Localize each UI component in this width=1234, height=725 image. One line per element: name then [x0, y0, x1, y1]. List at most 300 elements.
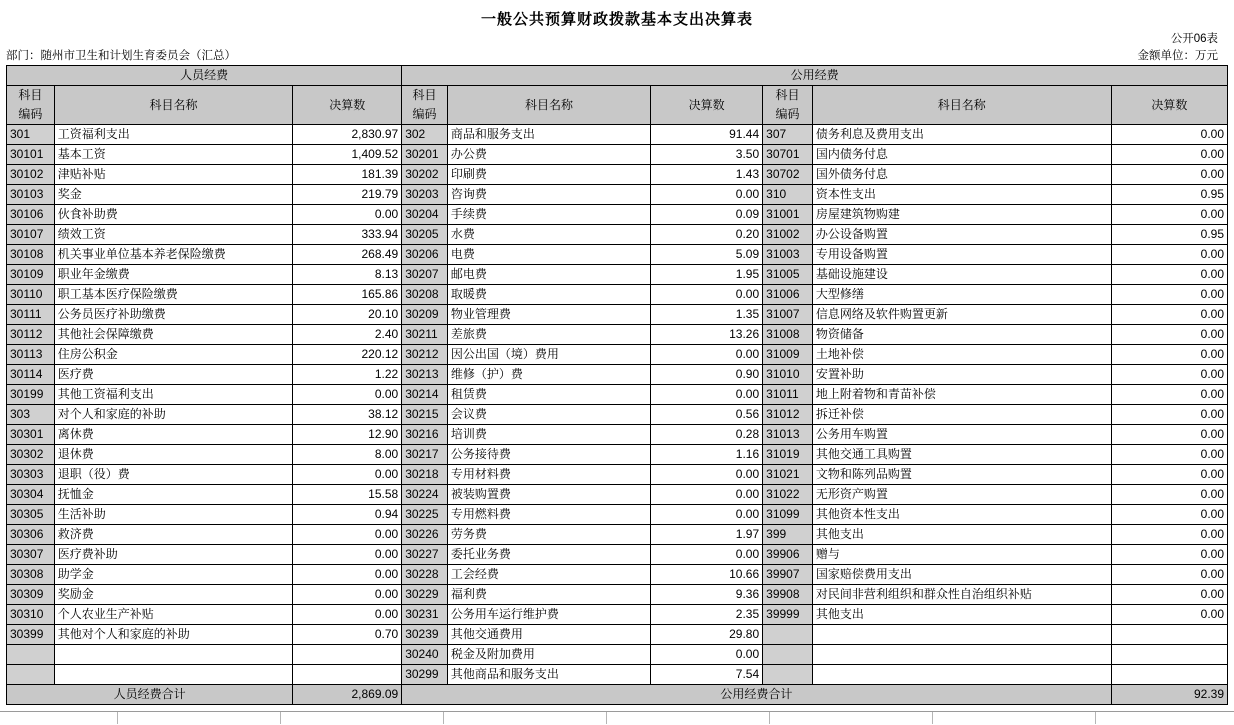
total-label-personnel: 人员经费合计 — [7, 685, 293, 705]
cell-name-personnel: 退休费 — [54, 445, 293, 465]
table-row — [7, 385, 1228, 405]
cell-amount-public-b: 0.00 — [1111, 205, 1227, 225]
cell-code-personnel — [7, 645, 55, 665]
cell-amount-public-b: 0.00 — [1111, 345, 1227, 365]
cell-code-public-a: 30206 — [402, 245, 448, 265]
cell-name-personnel: 公务员医疗补助缴费 — [54, 305, 293, 325]
cell-name-public-b: 对民间非营利组织和群众性自治组织补贴 — [812, 585, 1111, 605]
cell-name-public-a: 专用燃料费 — [447, 505, 650, 525]
cell-code-personnel: 30108 — [7, 245, 55, 265]
cell-code-personnel: 30399 — [7, 625, 55, 645]
total-value-public: 92.39 — [1111, 685, 1227, 705]
cell-name-public-b: 其他支出 — [812, 605, 1111, 625]
cell-code-personnel: 30306 — [7, 525, 55, 545]
cell-code-public-b — [763, 625, 813, 645]
table-row — [7, 225, 1228, 245]
cell-amount-personnel: 20.10 — [293, 305, 402, 325]
cell-code-personnel: 30302 — [7, 445, 55, 465]
cell-code-personnel: 30309 — [7, 585, 55, 605]
cell-code-public-a: 30204 — [402, 205, 448, 225]
cell-code-personnel: 30114 — [7, 365, 55, 385]
cell-name-public-a: 公务接待费 — [447, 445, 650, 465]
cell-amount-personnel: 1.22 — [293, 365, 402, 385]
cell-name-personnel: 抚恤金 — [54, 485, 293, 505]
cell-amount-public-b: 0.00 — [1111, 425, 1227, 445]
table-row — [7, 665, 1228, 685]
cell-code-public-b: 310 — [763, 185, 813, 205]
cell-amount-public-a: 1.95 — [651, 265, 763, 285]
cell-amount-public-a: 0.00 — [651, 545, 763, 565]
cell-code-personnel: 30112 — [7, 325, 55, 345]
cell-name-personnel: 绩效工资 — [54, 225, 293, 245]
cell-amount-public-a: 0.00 — [651, 185, 763, 205]
cell-code-personnel: 30111 — [7, 305, 55, 325]
cell-name-personnel: 个人农业生产补贴 — [54, 605, 293, 625]
cell-name-public-b: 其他资本性支出 — [812, 505, 1111, 525]
cell-amount-public-b: 0.00 — [1111, 465, 1227, 485]
table-row — [7, 605, 1228, 625]
col-header-name-1: 科目名称 — [54, 86, 293, 125]
table-row — [7, 485, 1228, 505]
cell-code-public-a: 30224 — [402, 485, 448, 505]
cell-name-personnel: 住房公积金 — [54, 345, 293, 365]
cell-amount-public-b: 0.00 — [1111, 445, 1227, 465]
table-row — [7, 525, 1228, 545]
cell-code-public-b: 39999 — [763, 605, 813, 625]
cell-code-public-b: 39906 — [763, 545, 813, 565]
cell-code-public-a: 30209 — [402, 305, 448, 325]
table-row — [7, 205, 1228, 225]
cell-code-personnel: 301 — [7, 125, 55, 145]
cell-code-public-b: 31011 — [763, 385, 813, 405]
cell-name-public-a: 税金及附加费用 — [447, 645, 650, 665]
cell-amount-personnel: 181.39 — [293, 165, 402, 185]
table-row — [7, 145, 1228, 165]
cell-code-public-b: 31002 — [763, 225, 813, 245]
cell-amount-public-a: 0.28 — [651, 425, 763, 445]
cell-amount-public-b: 0.00 — [1111, 585, 1227, 605]
col-header-name-3: 科目名称 — [812, 86, 1111, 125]
cell-amount-public-a: 0.20 — [651, 225, 763, 245]
cell-name-personnel: 救济费 — [54, 525, 293, 545]
cell-code-public-b: 31006 — [763, 285, 813, 305]
cell-name-personnel: 医疗费 — [54, 365, 293, 385]
cell-amount-personnel: 333.94 — [293, 225, 402, 245]
cell-amount-personnel: 0.00 — [293, 385, 402, 405]
cell-amount-public-b: 0.00 — [1111, 565, 1227, 585]
cell-name-personnel: 对个人和家庭的补助 — [54, 405, 293, 425]
cell-name-public-a: 福利费 — [447, 585, 650, 605]
cell-amount-public-a: 2.35 — [651, 605, 763, 625]
cell-code-personnel: 30107 — [7, 225, 55, 245]
cell-amount-public-b: 0.00 — [1111, 125, 1227, 145]
cell-amount-public-a: 7.54 — [651, 665, 763, 685]
department-label: 部门：随州市卫生和计划生育委员会（汇总） — [6, 50, 236, 62]
cell-code-personnel: 30303 — [7, 465, 55, 485]
cell-amount-public-a: 1.35 — [651, 305, 763, 325]
cell-name-personnel: 基本工资 — [54, 145, 293, 165]
cell-code-public-a: 30229 — [402, 585, 448, 605]
cell-amount-personnel: 8.13 — [293, 265, 402, 285]
cell-amount-public-a: 0.00 — [651, 505, 763, 525]
cell-code-personnel: 303 — [7, 405, 55, 425]
cell-code-public-a: 30228 — [402, 565, 448, 585]
meta-row — [0, 47, 1234, 65]
col-header-code-3-line2: 编码 — [775, 107, 800, 121]
col-header-code-1 — [7, 86, 55, 125]
cell-name-public-b: 其他交通工具购置 — [812, 445, 1111, 465]
cell-name-public-b: 安置补助 — [812, 365, 1111, 385]
cell-name-public-b: 无形资产购置 — [812, 485, 1111, 505]
cell-amount-public-b: 0.00 — [1111, 605, 1227, 625]
cell-code-public-b: 31019 — [763, 445, 813, 465]
cell-amount-public-b: 0.00 — [1111, 505, 1227, 525]
cell-name-personnel: 工资福利支出 — [54, 125, 293, 145]
col-header-amount-1: 决算数 — [293, 86, 402, 125]
cell-name-personnel: 其他社会保障缴费 — [54, 325, 293, 345]
cell-name-public-b: 国家赔偿费用支出 — [812, 565, 1111, 585]
cell-name-public-a: 被装购置费 — [447, 485, 650, 505]
cell-code-public-a: 30239 — [402, 625, 448, 645]
cell-name-public-b — [812, 645, 1111, 665]
cell-amount-personnel: 12.90 — [293, 425, 402, 445]
cell-name-public-a: 差旅费 — [447, 325, 650, 345]
cell-amount-public-b: 0.00 — [1111, 525, 1227, 545]
cell-name-public-a: 手续费 — [447, 205, 650, 225]
cell-name-personnel: 医疗费补助 — [54, 545, 293, 565]
cell-name-public-b: 大型修缮 — [812, 285, 1111, 305]
cell-name-public-a: 委托业务费 — [447, 545, 650, 565]
cell-code-personnel: 30113 — [7, 345, 55, 365]
col-header-code-2 — [402, 86, 448, 125]
cell-name-public-a: 因公出国（境）费用 — [447, 345, 650, 365]
cell-code-public-b: 39908 — [763, 585, 813, 605]
cell-amount-personnel: 165.86 — [293, 285, 402, 305]
table-column-header-row — [7, 86, 1228, 125]
cell-amount-public-b: 0.00 — [1111, 485, 1227, 505]
cell-code-public-a: 30240 — [402, 645, 448, 665]
cell-amount-public-b — [1111, 665, 1227, 685]
cell-name-public-b: 拆迁补偿 — [812, 405, 1111, 425]
cell-amount-personnel: 15.58 — [293, 485, 402, 505]
cell-name-public-b: 房屋建筑物购建 — [812, 205, 1111, 225]
cell-code-public-a: 30226 — [402, 525, 448, 545]
cell-name-public-a: 商品和服务支出 — [447, 125, 650, 145]
cell-name-personnel: 奖金 — [54, 185, 293, 205]
cell-name-public-a: 电费 — [447, 245, 650, 265]
cell-amount-personnel: 0.00 — [293, 565, 402, 585]
cell-amount-public-a: 0.00 — [651, 485, 763, 505]
cell-amount-public-b: 0.95 — [1111, 225, 1227, 245]
col-header-code-3 — [763, 86, 813, 125]
cell-name-public-b: 资本性支出 — [812, 185, 1111, 205]
cell-amount-public-b: 0.00 — [1111, 405, 1227, 425]
cell-amount-public-a: 0.00 — [651, 345, 763, 365]
cell-code-public-a: 30231 — [402, 605, 448, 625]
cell-name-public-a: 咨询费 — [447, 185, 650, 205]
cell-name-public-b: 公务用车购置 — [812, 425, 1111, 445]
cell-name-personnel: 机关事业单位基本养老保险缴费 — [54, 245, 293, 265]
table-row — [7, 545, 1228, 565]
cell-amount-public-b: 0.00 — [1111, 285, 1227, 305]
budget-table — [6, 65, 1228, 705]
cell-code-public-a: 30218 — [402, 465, 448, 485]
cell-name-public-b: 赠与 — [812, 545, 1111, 565]
cell-code-personnel: 30308 — [7, 565, 55, 585]
cell-amount-public-b — [1111, 645, 1227, 665]
cell-amount-public-a: 0.90 — [651, 365, 763, 385]
cell-amount-public-b: 0.00 — [1111, 265, 1227, 285]
cell-code-personnel: 30101 — [7, 145, 55, 165]
cell-amount-personnel: 0.00 — [293, 205, 402, 225]
table-row — [7, 365, 1228, 385]
col-header-code-2-line1: 科目 — [412, 88, 437, 102]
cell-name-public-b: 专用设备购置 — [812, 245, 1111, 265]
cell-code-personnel: 30310 — [7, 605, 55, 625]
cell-amount-public-a: 0.00 — [651, 645, 763, 665]
table-total-row — [7, 685, 1228, 705]
cell-code-personnel: 30199 — [7, 385, 55, 405]
cell-name-public-a: 专用材料费 — [447, 465, 650, 485]
cell-amount-personnel: 0.00 — [293, 605, 402, 625]
cell-amount-public-a: 1.43 — [651, 165, 763, 185]
cell-name-public-a: 公务用车运行维护费 — [447, 605, 650, 625]
table-row — [7, 585, 1228, 605]
cell-code-public-a: 30205 — [402, 225, 448, 245]
cell-code-personnel: 30102 — [7, 165, 55, 185]
cell-name-public-a: 物业管理费 — [447, 305, 650, 325]
cell-name-public-a: 邮电费 — [447, 265, 650, 285]
cell-name-personnel: 津贴补贴 — [54, 165, 293, 185]
cell-name-public-b: 物资储备 — [812, 325, 1111, 345]
cell-name-public-b: 基础设施建设 — [812, 265, 1111, 285]
cell-amount-public-a: 1.97 — [651, 525, 763, 545]
cell-name-personnel: 其他对个人和家庭的补助 — [54, 625, 293, 645]
cell-amount-personnel: 0.70 — [293, 625, 402, 645]
cell-name-personnel: 生活补助 — [54, 505, 293, 525]
cell-code-public-b: 31099 — [763, 505, 813, 525]
cell-code-public-a: 30212 — [402, 345, 448, 365]
cell-code-public-b: 31013 — [763, 425, 813, 445]
cell-code-public-b: 30701 — [763, 145, 813, 165]
table-row — [7, 125, 1228, 145]
cell-amount-public-b: 0.00 — [1111, 545, 1227, 565]
cell-amount-public-a: 0.00 — [651, 465, 763, 485]
cell-code-public-b: 31010 — [763, 365, 813, 385]
cell-code-public-b: 31021 — [763, 465, 813, 485]
cell-name-public-b: 债务利息及费用支出 — [812, 125, 1111, 145]
cell-code-public-a: 30201 — [402, 145, 448, 165]
cell-code-public-b: 31005 — [763, 265, 813, 285]
cell-code-public-b: 31022 — [763, 485, 813, 505]
cell-name-personnel: 其他工资福利支出 — [54, 385, 293, 405]
cell-name-personnel: 助学金 — [54, 565, 293, 585]
cell-name-public-a: 印刷费 — [447, 165, 650, 185]
cell-amount-public-a: 9.36 — [651, 585, 763, 605]
table-row — [7, 345, 1228, 365]
col-header-name-2: 科目名称 — [447, 86, 650, 125]
cell-amount-public-a: 5.09 — [651, 245, 763, 265]
cell-amount-public-b: 0.95 — [1111, 185, 1227, 205]
cell-amount-personnel — [293, 645, 402, 665]
cell-code-public-a: 30215 — [402, 405, 448, 425]
cell-amount-public-b: 0.00 — [1111, 385, 1227, 405]
cell-code-public-b: 31009 — [763, 345, 813, 365]
cell-amount-public-a: 10.66 — [651, 565, 763, 585]
amount-unit-label: 金额单位：万元 — [1137, 50, 1218, 62]
cell-code-public-a: 30203 — [402, 185, 448, 205]
cell-amount-public-b: 0.00 — [1111, 245, 1227, 265]
table-body — [7, 125, 1228, 685]
cell-code-public-a: 30208 — [402, 285, 448, 305]
cell-name-personnel — [54, 645, 293, 665]
cell-amount-personnel: 38.12 — [293, 405, 402, 425]
cell-amount-public-b: 0.00 — [1111, 365, 1227, 385]
cell-code-personnel: 30109 — [7, 265, 55, 285]
cell-code-personnel: 30110 — [7, 285, 55, 305]
cell-code-personnel: 30305 — [7, 505, 55, 525]
cell-name-public-a: 其他商品和服务支出 — [447, 665, 650, 685]
cell-name-public-a: 取暖费 — [447, 285, 650, 305]
cell-code-public-b: 31003 — [763, 245, 813, 265]
col-header-amount-2: 决算数 — [651, 86, 763, 125]
cell-code-public-a: 30202 — [402, 165, 448, 185]
cell-code-personnel: 30103 — [7, 185, 55, 205]
group-header-public: 公用经费 — [402, 66, 1228, 86]
cell-code-public-a: 30207 — [402, 265, 448, 285]
cell-amount-personnel: 2.40 — [293, 325, 402, 345]
cell-code-public-a: 30214 — [402, 385, 448, 405]
cell-name-public-b: 信息网络及软件购置更新 — [812, 305, 1111, 325]
cell-amount-public-a: 0.56 — [651, 405, 763, 425]
cell-amount-public-b: 0.00 — [1111, 165, 1227, 185]
cell-code-public-b: 31012 — [763, 405, 813, 425]
cell-name-public-b: 地上附着物和青苗补偿 — [812, 385, 1111, 405]
cell-amount-public-a: 1.16 — [651, 445, 763, 465]
cell-code-personnel: 30106 — [7, 205, 55, 225]
table-row — [7, 625, 1228, 645]
cell-code-public-b: 30702 — [763, 165, 813, 185]
cell-name-personnel: 离休费 — [54, 425, 293, 445]
cell-name-personnel: 职工基本医疗保险缴费 — [54, 285, 293, 305]
table-row — [7, 645, 1228, 665]
cell-name-public-b — [812, 665, 1111, 685]
cell-amount-personnel: 8.00 — [293, 445, 402, 465]
table-row — [7, 405, 1228, 425]
cell-amount-personnel: 0.00 — [293, 585, 402, 605]
cell-amount-public-a: 13.26 — [651, 325, 763, 345]
window-bottom-bar — [0, 711, 1234, 724]
form-number: 公开06表 — [1170, 33, 1218, 45]
cell-name-personnel: 职业年金缴费 — [54, 265, 293, 285]
cell-code-public-b — [763, 665, 813, 685]
total-value-personnel: 2,869.09 — [293, 685, 402, 705]
cell-amount-personnel: 219.79 — [293, 185, 402, 205]
table-row — [7, 165, 1228, 185]
table-row — [7, 265, 1228, 285]
cell-name-public-a: 办公费 — [447, 145, 650, 165]
cell-amount-personnel: 0.00 — [293, 545, 402, 565]
table-row — [7, 465, 1228, 485]
cell-code-public-a: 30299 — [402, 665, 448, 685]
cell-code-public-b: 31007 — [763, 305, 813, 325]
cell-amount-personnel: 1,409.52 — [293, 145, 402, 165]
col-header-amount-3: 决算数 — [1111, 86, 1227, 125]
col-header-code-2-line2: 编码 — [412, 107, 437, 121]
cell-name-public-a: 培训费 — [447, 425, 650, 445]
table-row — [7, 445, 1228, 465]
col-header-code-1-line1: 科目 — [18, 88, 43, 102]
page-title: 一般公共预算财政拨款基本支出决算表 — [480, 11, 753, 28]
cell-code-public-a: 30225 — [402, 505, 448, 525]
cell-code-public-a: 30217 — [402, 445, 448, 465]
table-group-header-row — [7, 66, 1228, 86]
cell-amount-personnel: 0.00 — [293, 465, 402, 485]
cell-name-public-b: 土地补偿 — [812, 345, 1111, 365]
cell-code-personnel: 30304 — [7, 485, 55, 505]
cell-name-public-a: 维修（护）费 — [447, 365, 650, 385]
cell-code-public-a: 30213 — [402, 365, 448, 385]
table-row — [7, 565, 1228, 585]
cell-amount-public-a: 0.09 — [651, 205, 763, 225]
cell-name-personnel: 退职（役）费 — [54, 465, 293, 485]
cell-code-public-a: 30216 — [402, 425, 448, 445]
cell-amount-public-a: 0.00 — [651, 385, 763, 405]
table-row — [7, 185, 1228, 205]
cell-amount-public-a: 3.50 — [651, 145, 763, 165]
cell-name-public-a: 劳务费 — [447, 525, 650, 545]
cell-name-public-a: 水费 — [447, 225, 650, 245]
cell-amount-personnel: 0.94 — [293, 505, 402, 525]
cell-code-public-b: 31008 — [763, 325, 813, 345]
cell-amount-personnel: 0.00 — [293, 525, 402, 545]
cell-code-public-a: 30211 — [402, 325, 448, 345]
cell-name-public-b: 办公设备购置 — [812, 225, 1111, 245]
table-row — [7, 285, 1228, 305]
cell-name-personnel — [54, 665, 293, 685]
cell-code-public-b — [763, 645, 813, 665]
cell-name-public-a: 其他交通费用 — [447, 625, 650, 645]
table-row — [7, 245, 1228, 265]
cell-name-public-b: 国外债务付息 — [812, 165, 1111, 185]
cell-amount-personnel: 268.49 — [293, 245, 402, 265]
col-header-code-1-line2: 编码 — [18, 107, 43, 121]
cell-name-public-a: 租赁费 — [447, 385, 650, 405]
table-row — [7, 505, 1228, 525]
cell-code-public-a: 30227 — [402, 545, 448, 565]
table-row — [7, 325, 1228, 345]
cell-code-public-b: 31001 — [763, 205, 813, 225]
cell-code-personnel: 30307 — [7, 545, 55, 565]
cell-name-personnel: 奖励金 — [54, 585, 293, 605]
cell-amount-public-a: 91.44 — [651, 125, 763, 145]
cell-code-personnel — [7, 665, 55, 685]
table-row — [7, 305, 1228, 325]
cell-name-public-a: 会议费 — [447, 405, 650, 425]
col-header-code-3-line1: 科目 — [775, 88, 800, 102]
cell-code-personnel: 30301 — [7, 425, 55, 445]
cell-code-public-b: 39907 — [763, 565, 813, 585]
table-row — [7, 425, 1228, 445]
group-header-personnel: 人员经费 — [7, 66, 402, 86]
cell-name-personnel: 伙食补助费 — [54, 205, 293, 225]
cell-amount-public-b: 0.00 — [1111, 145, 1227, 165]
cell-amount-personnel: 2,830.97 — [293, 125, 402, 145]
cell-amount-public-a: 0.00 — [651, 285, 763, 305]
cell-amount-public-a: 29.80 — [651, 625, 763, 645]
total-label-public: 公用经费合计 — [402, 685, 1111, 705]
cell-code-public-b: 307 — [763, 125, 813, 145]
